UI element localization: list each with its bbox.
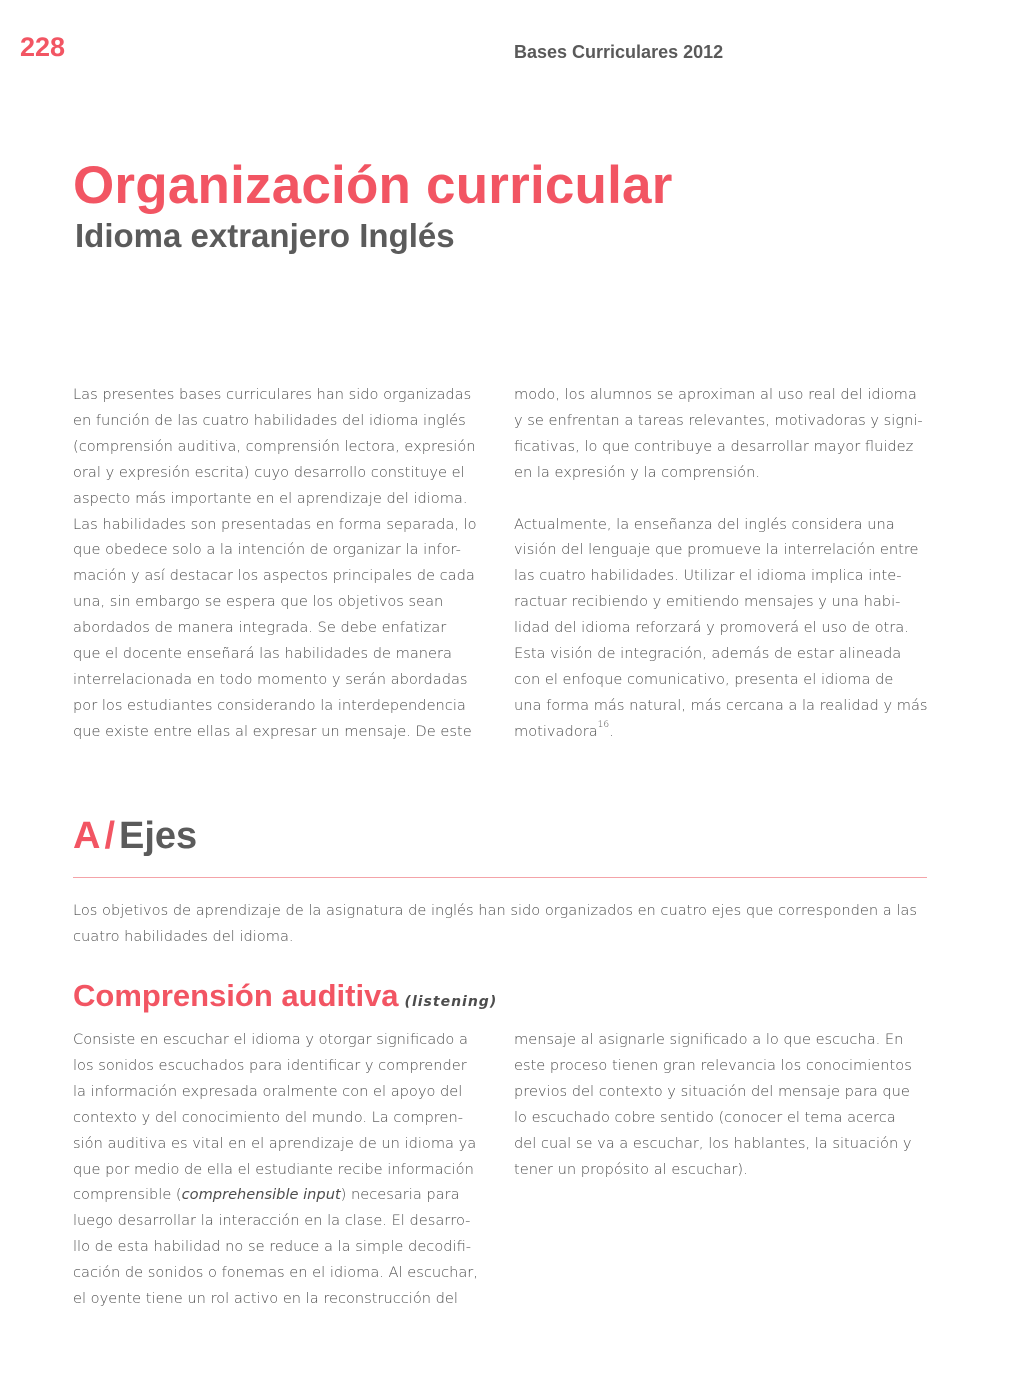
- text-line: una forma más natural, más cercana a la realidad y más: [514, 696, 928, 714]
- intro-left-column: [73, 382, 493, 745]
- text-line: cuatro habilidades del idioma.: [73, 927, 294, 945]
- last-word: motivadora: [514, 722, 598, 740]
- text-line: aspecto más importante en el aprendizaje del idioma.: [73, 489, 468, 507]
- section-name: Ejes: [119, 815, 198, 857]
- section-divider: [73, 877, 927, 878]
- listening-comprehensible-line: [73, 1182, 493, 1208]
- text-line: este proceso tienen gran relevancia los conocimientos: [514, 1056, 912, 1074]
- text-line: una, sin embargo se espera que los objetivos sean: [73, 593, 444, 611]
- text-line: que obedece solo a la intención de organizar la infor-: [73, 541, 461, 559]
- text-line: que existe entre ellas al expresar un mensaje. De este: [73, 722, 472, 740]
- intro-right-column: [514, 382, 934, 745]
- comp-italic-term: comprehensible input: [181, 1186, 341, 1204]
- text-line: por los estudiantes considerando la interdependencia: [73, 696, 466, 714]
- text-line: Las habilidades son presentadas en forma separada, lo: [73, 515, 477, 533]
- text-line: modo, los alumnos se aproximan al uso real del idioma: [514, 386, 917, 403]
- page-number: 228: [20, 32, 66, 62]
- page-title: Organización curricular: [73, 156, 673, 215]
- text-line: las cuatro habilidades. Utilizar el idioma implica inte-: [514, 567, 902, 585]
- text-line: previos del contexto y situación del mensaje para que: [514, 1082, 910, 1100]
- text-line: Esta visión de integración, además de estar alineada: [514, 645, 902, 663]
- comp-post: ) necesaria para: [340, 1186, 460, 1204]
- subsection-note: (listening): [404, 994, 498, 1010]
- text-line: que por medio de ella el estudiante recibe información: [73, 1160, 474, 1178]
- section-intro-text: [73, 898, 933, 950]
- text-line: ractuar recibiendo y emitiendo mensajes y una habi-: [514, 593, 901, 611]
- text-line: en función de las cuatro habilidades del idioma inglés: [73, 411, 466, 429]
- text-line: Los objetivos de aprendizaje de la asignatura de inglés han sido organizados en cuatro ejes que corresponden a las: [73, 902, 917, 919]
- last-punct: .: [609, 722, 614, 740]
- text-line: oral y expresión escrita) cuyo desarrollo constituye el: [73, 463, 465, 481]
- section-letter: A: [73, 815, 101, 857]
- text-line: visión del lenguaje que promueve la interrelación entre: [514, 541, 919, 559]
- text-line: interrelacionada en todo momento y serán abordadas: [73, 670, 468, 688]
- text-line: Actualmente, la enseñanza del inglés considera una: [514, 515, 895, 533]
- text-line: tener un propósito al escuchar).: [514, 1160, 748, 1178]
- text-line: la información expresada oralmente con el apoyo del: [73, 1082, 463, 1100]
- text-line: el oyente tiene un rol activo en la reconstrucción del: [73, 1290, 458, 1308]
- text-line: (comprensión auditiva, comprensión lectora, expresión: [73, 437, 476, 455]
- intro-right-paragraph-1: [514, 382, 934, 486]
- listening-right-column: [514, 1027, 934, 1182]
- subsection-title: Comprensión auditiva: [73, 978, 399, 1013]
- listening-left-column: [73, 1027, 493, 1312]
- text-line: con el enfoque comunicativo, presenta el idioma de: [514, 670, 894, 688]
- text-line: ficativas, lo que contribuye a desarrollar mayor fluidez: [514, 437, 914, 455]
- listening-left-part-a: [73, 1027, 493, 1182]
- footnote-reference[interactable]: 16: [597, 719, 610, 730]
- text-line: llo de esta habilidad no se reduce a la simple decodifi-: [73, 1238, 472, 1256]
- text-line: abordados de manera integrada. Se debe enfatizar: [73, 619, 447, 637]
- text-line: luego desarrollar la interacción en la clase. El desarro-: [73, 1212, 471, 1230]
- text-line: Las presentes bases curriculares han sido organizadas: [73, 386, 472, 403]
- comp-pre: comprensible (: [73, 1186, 182, 1204]
- intro-right-last-line: [514, 719, 934, 745]
- text-line: y se enfrentan a tareas relevantes, motivadoras y signi-: [514, 411, 923, 429]
- text-line: Consiste en escuchar el idioma y otorgar significado a: [73, 1031, 468, 1048]
- subsection-heading: [73, 978, 497, 1014]
- text-line: los sonidos escuchados para identificar y comprender: [73, 1056, 467, 1074]
- running-header: Bases Curriculares 2012: [514, 42, 724, 62]
- section-slash: /: [104, 815, 116, 857]
- section-heading: [73, 815, 197, 858]
- text-line: cación de sonidos o fonemas en el idioma. Al escuchar,: [73, 1264, 478, 1282]
- text-line: lidad del idioma reforzará y promoverá el uso de otra.: [514, 619, 909, 637]
- listening-left-part-b: [73, 1208, 493, 1312]
- text-line: lo escuchado cobre sentido (conocer el tema acerca: [514, 1108, 896, 1126]
- text-line: mensaje al asignarle significado a lo que escucha. En: [514, 1031, 904, 1048]
- text-line: que el docente enseñará las habilidades de manera: [73, 645, 452, 663]
- text-line: contexto y del conocimiento del mundo. La compren-: [73, 1108, 463, 1126]
- text-line: sión auditiva es vital en el aprendizaje de un idioma ya: [73, 1134, 477, 1152]
- intro-right-paragraph-2: [514, 512, 934, 719]
- page-subtitle: Idioma extranjero Inglés: [75, 217, 455, 254]
- text-line: en la expresión y la comprensión.: [514, 463, 760, 481]
- text-line: mación y así destacar los aspectos principales de cada: [73, 567, 475, 585]
- text-line: del cual se va a escuchar, los hablantes, la situación y: [514, 1134, 912, 1152]
